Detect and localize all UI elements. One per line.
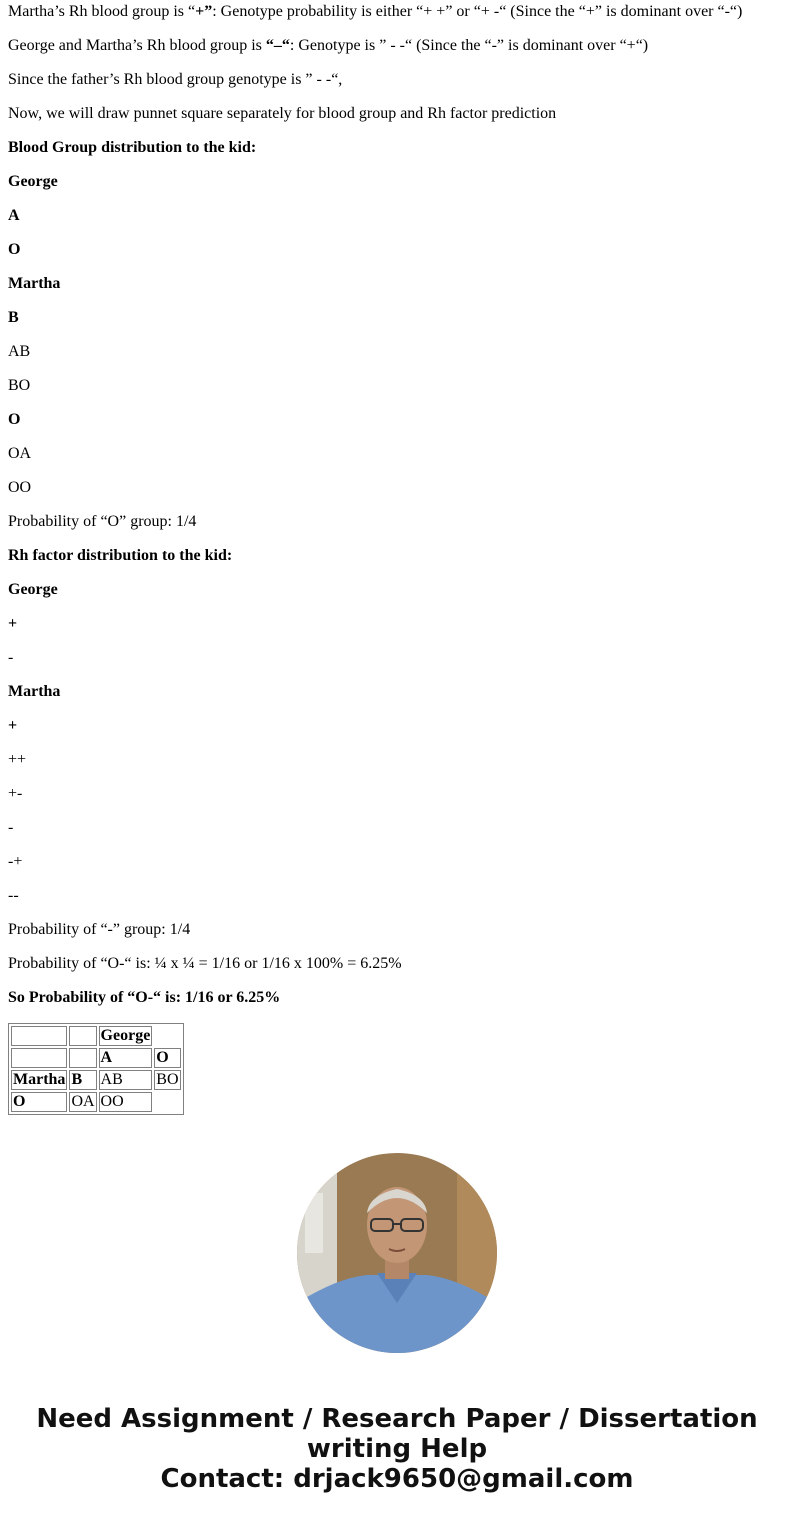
table-cell-empty [11,1026,67,1046]
blood-george-label: George [8,173,58,190]
rh-cell-mm: -- [8,887,19,904]
combined-probability: Probability of “O-“ is: ¼ x ¼ = 1/16 or 1/16 x 100% = 6.25% [8,955,402,972]
blood-martha-label: Martha [8,275,61,292]
blood-george-allele-a: A [8,207,20,224]
blood-cell-oa: OA [8,445,32,462]
blood-probability: Probability of “O” group: 1/4 [8,513,197,530]
blood-cell-oo: OO [8,479,32,496]
rh-george-label: George [8,581,58,598]
punnett-table [8,1023,184,1115]
paragraph-punnet-intro: Now, we will draw punnet square separately for blood group and Rh factor prediction [8,105,557,122]
rh-martha-plus: + [8,717,18,734]
footer-help-text: Need Assignment / Research Paper / Dissertation writing Help [36,1404,758,1464]
paragraph-martha-rh [8,3,786,21]
rh-george-minus: - [8,649,14,666]
table-row [11,1026,181,1046]
rh-heading: Rh factor distribution to the kid: [8,547,233,564]
text-segment: : Genotype is ” - -“ (Since the “-” is dominant over “+“) [289,37,649,54]
rh-cell-mp: -+ [8,853,23,870]
text-segment: George and Martha’s Rh blood group is [8,37,266,54]
table-cell-george: George [100,1027,151,1044]
table-cell-a: A [99,1048,153,1068]
blood-group-heading: Blood Group distribution to the kid: [8,139,257,156]
text-segment: Martha’s Rh blood group is “ [8,3,196,20]
table-cell-o: O [154,1048,180,1068]
table-cell-bo: BO [156,1071,179,1088]
table-cell-martha: Martha [13,1071,66,1088]
rh-martha-label: Martha [8,683,61,700]
table-cell-b: B [69,1070,96,1090]
table-cell-empty [69,1048,96,1068]
rh-cell-pm: +- [8,785,23,802]
paragraph-father-genotype: Since the father’s Rh blood group genotype is ” - -“, [8,71,343,88]
table-cell-row-o: O [11,1092,67,1112]
rh-george-plus: + [8,615,18,632]
table-cell-oo: OO [99,1092,153,1112]
bold-segment: “–“ [265,37,290,54]
conclusion: So Probability of “O-“ is: 1/16 or 6.25% [8,989,281,1006]
blood-cell-bo: BO [8,377,31,394]
author-photo [297,1153,497,1353]
author-avatar [297,1153,497,1353]
table-row [11,1070,181,1090]
table-cell-empty [69,1026,96,1046]
blood-martha-allele-o: O [8,411,21,428]
table-cell-empty [11,1048,67,1068]
table-cell-ab: AB [99,1070,153,1090]
text-segment: : Genotype probability is either “+ +” or “+ -“ (Since the “+” is dominant over “-“) [212,3,743,20]
rh-cell-pp: ++ [8,751,27,768]
rh-probability: Probability of “-” group: 1/4 [8,921,191,938]
table-row [11,1092,181,1112]
table-cell-oa: OA [71,1093,95,1110]
blood-george-allele-o: O [8,241,21,258]
blood-cell-ab: AB [8,343,31,360]
rh-martha-minus: - [8,819,14,836]
article-body [8,3,786,1115]
blood-martha-allele-b: B [8,309,19,326]
footer-banner [0,1404,794,1494]
paragraph-george-martha-rh [8,37,786,55]
table-row [11,1048,181,1068]
footer-contact: Contact: drjack9650@gmail.com [160,1464,634,1494]
bold-segment: +” [195,3,213,20]
